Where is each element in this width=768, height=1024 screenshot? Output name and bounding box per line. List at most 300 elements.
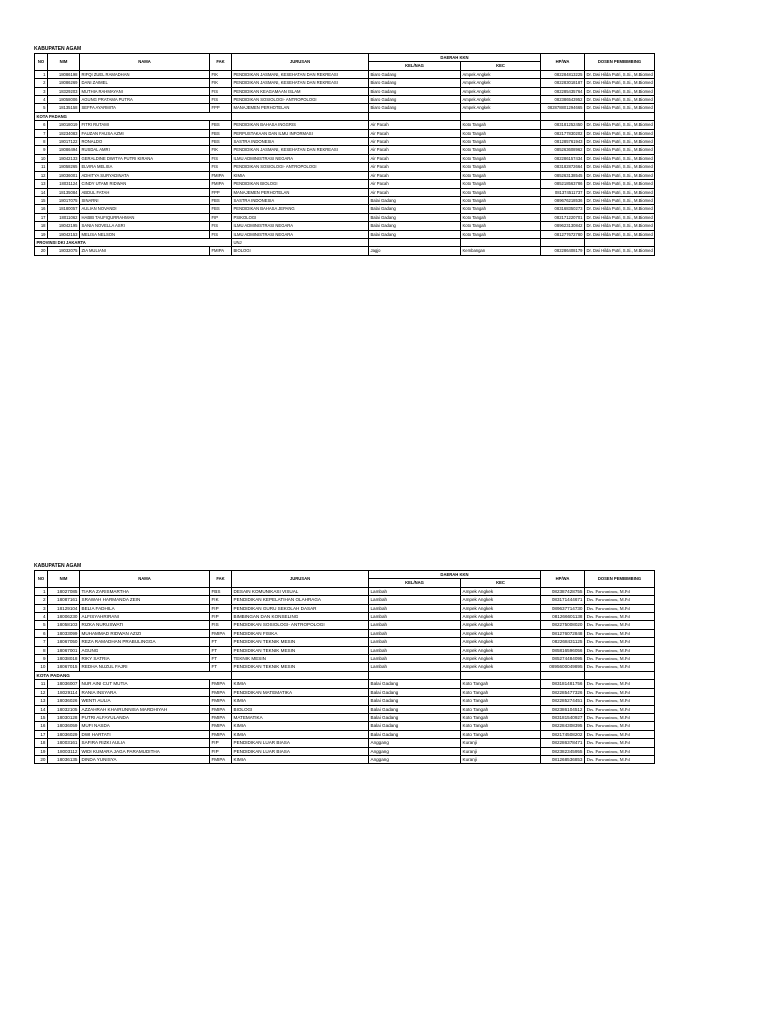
cell-no: 3: [35, 87, 48, 95]
cell-jurusan: PENDIDIKAN JASMANI, KESEHATAN DAN REKREASI: [232, 146, 369, 154]
cell-jurusan: KIMIA: [232, 755, 369, 763]
empty-cell: [541, 671, 585, 679]
cell-no: 20: [35, 247, 48, 255]
cell-kel: Balai Gadang: [369, 730, 461, 738]
table-row: [35, 629, 655, 637]
cell-nama: MUHAMMAD RIDWAN AZIZI: [80, 629, 210, 637]
cell-hp: 081374511737: [541, 188, 585, 196]
cell-dosen: Dr. Dwi Hilda Putri, S.Si., M.Biomed: [586, 164, 653, 170]
cell-no: 9: [35, 146, 48, 154]
cell-nim: 18086494: [48, 146, 80, 154]
cell-jurusan: PENDIDIKAN TEKNIK MESIN: [232, 646, 369, 654]
cell-hp: 082177830202: [541, 129, 585, 137]
cell-nim: 18058265: [48, 163, 80, 171]
cell-hp: 082386543952: [541, 96, 585, 104]
cell-nim: 18032105: [48, 705, 80, 713]
cell-dosen: Dr. Dwi Hilda Putri, S.Si., M.Biomed: [586, 231, 653, 237]
cell-nama: RUSDAL AMRI: [80, 146, 210, 154]
table-row: [35, 755, 655, 763]
cell-jurusan: SASTRA INDONESIA: [232, 196, 369, 204]
cell-hp: 083181540927: [541, 713, 585, 721]
cell-kel: Air Pacah: [369, 163, 461, 171]
cell-hp: 082174508202: [541, 730, 585, 738]
cell-kec: Ampek Angkek: [461, 663, 541, 671]
table-row: [35, 638, 655, 646]
header-dosen: DOSEN PEMBIMBING: [585, 54, 655, 71]
cell-nim: 18135084: [48, 188, 80, 196]
cell-no: 5: [35, 104, 48, 112]
cell-jurusan: PENDIDIKAN SOSIOLOGI- ANTROPOLOGI: [232, 621, 369, 629]
cell-dosen: Dr. Dwi Hilda Putri, S.Si., M.Biomed: [586, 248, 653, 254]
cell-dosen: Dr. Dwi Hilda Putri, S.Si., M.Biomed: [586, 147, 653, 153]
cell-dosen: Dr. Dwi Hilda Putri, S.Si., M.Biomed: [586, 181, 653, 187]
cell-fak: FPP: [210, 104, 232, 112]
cell-fak: FIS: [210, 87, 232, 95]
table-row: [35, 604, 655, 612]
cell-kel: Biaro Gadang: [369, 104, 461, 112]
cell-hp: 082268431125: [541, 638, 585, 646]
cell-kel: Air Pacah: [369, 138, 461, 146]
cell-hp: 0895600049895: [541, 663, 585, 671]
empty-cell: [585, 238, 655, 246]
cell-nama: RANIA INSYARA: [80, 688, 210, 696]
cell-fak: FIK: [210, 79, 232, 87]
cell-kec: Koto Tangah: [461, 163, 541, 171]
table-row: [35, 70, 655, 78]
header-hp: HP/WA: [541, 54, 585, 71]
cell-no: 14: [35, 188, 48, 196]
cell-nama: RIKY SATRIA: [80, 655, 210, 663]
cell-no: 6: [35, 629, 48, 637]
cell-dosen: Drs. Parwaninou, M.Pd: [585, 747, 655, 755]
cell-nim: 18042133: [48, 154, 80, 162]
cell-kel: Lambah: [369, 596, 461, 604]
table-row: [35, 247, 655, 255]
cell-kel: Biaro Gadang: [369, 96, 461, 104]
cell-hp: 085274484095: [541, 655, 585, 663]
student-table-2: [34, 570, 655, 764]
cell-nim: 18036026: [48, 697, 80, 705]
table-row: [35, 104, 655, 112]
cell-dosen: Drs. Parwaninou, M.Pd: [585, 638, 655, 646]
cell-dosen: Drs. Parwaninou, M.Pd: [585, 655, 655, 663]
region-label: KOTA PADANG: [35, 112, 232, 120]
cell-hp: 081285761943: [541, 138, 585, 146]
cell-no: 16: [35, 722, 48, 730]
cell-no: 17: [35, 213, 48, 221]
cell-fak: FIS: [210, 230, 232, 238]
cell-kel: Lambah: [369, 663, 461, 671]
cell-fak: FMIPA: [210, 730, 232, 738]
header-jurusan: JURUSAN: [232, 571, 369, 588]
student-table-1: [34, 53, 655, 256]
cell-fak: FT: [210, 655, 232, 663]
header-daerah: DAERAH KKN: [369, 571, 541, 579]
cell-nama: DINDA YUNISYA: [80, 755, 210, 763]
table-row: [35, 655, 655, 663]
cell-kec: Koto Tangah: [461, 697, 541, 705]
cell-no: 18: [35, 739, 48, 747]
table-body-2: [35, 587, 655, 764]
cell-nim: 18036059: [48, 722, 80, 730]
cell-jurusan: ILMU ADMINISTRASI NEGARA: [232, 222, 369, 230]
table-row: [35, 180, 655, 188]
cell-nama: REDHA NUZUL FAJRI: [80, 663, 210, 671]
table-row: [35, 96, 655, 104]
cell-dosen: Drs. Parwaninou, M.Pd: [585, 604, 655, 612]
cell-fak: FT: [210, 646, 232, 654]
header-hp: HP/WA: [541, 571, 585, 588]
cell-dosen: Dr. Dwi Hilda Putri, S.Si., M.Biomed: [586, 105, 653, 111]
cell-kec: Koto Tangah: [461, 730, 541, 738]
cell-fak: FIP: [210, 213, 232, 221]
cell-fak: FBS: [210, 587, 232, 595]
table-row: [35, 646, 655, 654]
cell-nim: 18036135: [48, 755, 80, 763]
header-fak: FAK: [210, 54, 232, 71]
empty-cell: [461, 671, 541, 679]
region-label: KOTA PADANG: [35, 671, 232, 679]
cell-nama: SANIA NOVELLA ASRI: [80, 222, 210, 230]
cell-kel: Anggang: [369, 739, 461, 747]
cell-kel: Balai Gadang: [369, 196, 461, 204]
cell-no: 5: [35, 621, 48, 629]
cell-nim: 18234083: [48, 129, 80, 137]
header-kel: KEL/NAG: [369, 62, 461, 70]
cell-nim: 18032075: [48, 247, 80, 255]
table-row: [35, 121, 655, 129]
cell-kel: Lambah: [369, 638, 461, 646]
table-row: [35, 79, 655, 87]
cell-no: 4: [35, 96, 48, 104]
cell-hp: 081266601138: [541, 613, 585, 621]
table-row: [35, 613, 655, 621]
cell-kec: Ampek Angkek: [461, 655, 541, 663]
cell-fak: FBS: [210, 196, 232, 204]
cell-dosen: Dr. Dwi Hilda Putri, S.Si., M.Biomed: [586, 80, 653, 86]
cell-nim: 18129104: [48, 604, 80, 612]
cell-dosen: Drs. Parwaninou, M.Pd: [585, 705, 655, 713]
empty-cell: [369, 112, 461, 120]
cell-nama: MELISA NELSON: [80, 230, 210, 238]
cell-hp: 082285274451: [541, 697, 585, 705]
cell-fak: FBS: [210, 138, 232, 146]
cell-fak: FBS: [210, 129, 232, 137]
header-jurusan: JURUSAN: [232, 54, 369, 71]
cell-jurusan: PENDIDIKAN BIOLOGI: [232, 180, 369, 188]
cell-jurusan: PENDIDIKAN MATEMATIKA: [232, 688, 369, 696]
cell-no: 2: [35, 596, 48, 604]
cell-kec: Kuranji: [461, 755, 541, 763]
region-title: KABUPATEN AGAM: [34, 563, 82, 569]
table-row: [35, 663, 655, 671]
table-row: [35, 596, 655, 604]
cell-fak: FMIPA: [210, 247, 232, 255]
cell-jurusan: PENDIDIKAN JASMANI, KESEHATAN DAN REKREASI: [232, 70, 369, 78]
cell-dosen: Drs. Parwaninou, M.Pd: [585, 621, 655, 629]
cell-hp: 085218563786: [541, 180, 585, 188]
cell-jurusan: PENDIDIKAN GURU SEKOLAH DASAR: [232, 604, 369, 612]
cell-dosen: Drs. Parwaninou, M.Pd: [585, 629, 655, 637]
cell-kec: Koto Tangah: [461, 205, 541, 213]
cell-nim: 18029114: [48, 688, 80, 696]
header-nama: NAMA: [80, 571, 210, 588]
cell-nama: AGUNG PRATAMA PUTRA: [80, 96, 210, 104]
cell-dosen: Dr. Dwi Hilda Putri, S.Si., M.Biomed: [586, 88, 653, 94]
cell-fak: FIS: [210, 222, 232, 230]
cell-kec: Ampek Angkek: [461, 646, 541, 654]
cell-nim: 18067050: [48, 638, 80, 646]
cell-kel: Balai Gadang: [369, 222, 461, 230]
cell-nama: MUFI NASDA: [80, 722, 210, 730]
header-nim: NIM: [48, 571, 80, 588]
cell-hp: 089623130842: [541, 222, 585, 230]
cell-no: 7: [35, 638, 48, 646]
table-row: [35, 188, 655, 196]
cell-nim: 18067001: [48, 646, 80, 654]
cell-dosen: Dr. Dwi Hilda Putri, S.Si., M.Biomed: [586, 122, 653, 128]
cell-jurusan: KIMIA: [232, 722, 369, 730]
cell-kel: Lambah: [369, 621, 461, 629]
cell-dosen: Drs. Parwaninou, M.Pd: [585, 596, 655, 604]
cell-no: 6: [35, 121, 48, 129]
cell-fak: FPP: [210, 188, 232, 196]
cell-nama: MUTHIA RAHMAYANI: [80, 87, 210, 95]
cell-no: 16: [35, 205, 48, 213]
cell-dosen: Dr. Dwi Hilda Putri, S.Si., M.Biomed: [586, 97, 653, 103]
cell-hp: 082171220701: [541, 213, 585, 221]
cell-hp: 085263608962: [541, 146, 585, 154]
cell-kel: Biaro Gadang: [369, 79, 461, 87]
cell-hp: 085263138545: [541, 171, 585, 179]
cell-kel: Lambah: [369, 629, 461, 637]
cell-nim: 18036007: [48, 680, 80, 688]
cell-nama: AULIAN NOVANDI: [80, 205, 210, 213]
cell-dosen: Drs. Parwaninou, M.Pd: [585, 613, 655, 621]
table-row: [35, 171, 655, 179]
cell-jurusan: KIMIA: [232, 697, 369, 705]
cell-no: 8: [35, 138, 48, 146]
cell-hp: 082285435764: [541, 87, 585, 95]
cell-jurusan: PENDIDIKAN BAHASA INGGRIS: [232, 121, 369, 129]
cell-hp: 083171444671: [541, 596, 585, 604]
cell-jurusan: [232, 112, 369, 120]
cell-no: 10: [35, 154, 48, 162]
cell-dosen: Dr. Dwi Hilda Putri, S.Si., M.Biomed: [586, 139, 653, 145]
cell-hp: 082286378471: [541, 739, 585, 747]
cell-hp: 089676218536: [541, 196, 585, 204]
cell-nama: AGUNG: [80, 646, 210, 654]
table-row: [35, 222, 655, 230]
cell-hp: 082284813225: [541, 70, 585, 78]
cell-nim: 18017075: [48, 196, 80, 204]
cell-hp: 082285477326: [541, 688, 585, 696]
header-no: NO: [35, 54, 48, 71]
cell-jurusan: UNJ: [232, 238, 369, 246]
header-nim: NIM: [48, 54, 80, 71]
cell-nama: DWI HARTATI: [80, 730, 210, 738]
cell-fak: FIP: [210, 739, 232, 747]
region-row: [35, 671, 655, 679]
cell-fak: FMIPA: [210, 697, 232, 705]
table-row: [35, 705, 655, 713]
cell-hp: 085816596056: [541, 646, 585, 654]
header-no: NO: [35, 571, 48, 588]
region-label: PROVINSI DKI JAKARTA: [35, 238, 232, 246]
cell-kec: Ampek Angkek: [461, 638, 541, 646]
cell-hp: 082382345955: [541, 747, 585, 755]
cell-kel: Air Pacah: [369, 129, 461, 137]
table-row: [35, 230, 655, 238]
cell-nama: PUTRI ALFAYULANDA: [80, 713, 210, 721]
cell-no: 1: [35, 587, 48, 595]
cell-kel: Balai Gadang: [369, 705, 461, 713]
cell-nim: 18086269: [48, 79, 80, 87]
cell-jurusan: PENDIDIKAN KEPELATIHAN OLAHRAGA: [232, 596, 369, 604]
table-row: [35, 129, 655, 137]
cell-kel: Balai Gadang: [369, 713, 461, 721]
cell-dosen: Drs. Parwaninou, M.Pd: [585, 739, 655, 747]
cell-jurusan: KIMIA: [232, 171, 369, 179]
cell-nama: AZZAHRAH KHAIRUNNISA MARDHIYAH: [80, 705, 210, 713]
cell-kec: Kuranji: [461, 747, 541, 755]
cell-nim: 18018019: [48, 121, 80, 129]
cell-dosen: Drs. Parwaninou, M.Pd: [585, 663, 655, 671]
cell-dosen: Drs. Parwaninou, M.Pd: [585, 680, 655, 688]
cell-dosen: Dr. Dwi Hilda Putri, S.Si., M.Biomed: [586, 71, 653, 77]
cell-no: 7: [35, 129, 48, 137]
table-row: [35, 697, 655, 705]
cell-nama: ADHITYA SURYADINATA: [80, 171, 210, 179]
cell-kec: Koto Tangah: [461, 154, 541, 162]
cell-fak: FIP: [210, 604, 232, 612]
region-row: [35, 112, 655, 120]
cell-hp: 081276072848: [541, 629, 585, 637]
cell-nim: 18017122: [48, 138, 80, 146]
empty-cell: [541, 112, 585, 120]
empty-cell: [461, 238, 541, 246]
cell-nim: 18036001: [48, 171, 80, 179]
cell-jurusan: BIOLOGI: [232, 705, 369, 713]
cell-fak: FMIPA: [210, 722, 232, 730]
cell-nim: 18027085: [48, 587, 80, 595]
cell-no: 17: [35, 730, 48, 738]
cell-nama: DANI ZAIMEL: [80, 79, 210, 87]
cell-no: 3: [35, 604, 48, 612]
table-row: [35, 722, 655, 730]
cell-fak: FMIPA: [210, 755, 232, 763]
cell-nim: 18067015: [48, 663, 80, 671]
cell-nama: TIARA ZARISMARTHA: [80, 587, 210, 595]
cell-no: 2: [35, 79, 48, 87]
cell-nama: ALFISYAHRIRANI: [80, 613, 210, 621]
cell-dosen: Dr. Dwi Hilda Putri, S.Si., M.Biomed: [586, 189, 653, 195]
cell-fak: FMIPA: [210, 713, 232, 721]
empty-cell: [585, 112, 655, 120]
table-block-1: [34, 45, 654, 256]
cell-fak: FIP: [210, 613, 232, 621]
cell-nim: 18030128: [48, 713, 80, 721]
cell-kec: Koto Tangah: [461, 230, 541, 238]
cell-dosen: Drs. Parwaninou, M.Pd: [585, 688, 655, 696]
table-row: [35, 154, 655, 162]
cell-kel: Air Pacah: [369, 121, 461, 129]
cell-kec: Koto Tangah: [461, 121, 541, 129]
cell-nama: RIFQI ZUEL RAMADHAN: [80, 70, 210, 78]
cell-kel: Anggang: [369, 755, 461, 763]
cell-kec: Koto Tangah: [461, 188, 541, 196]
cell-nim: 18329203: [48, 87, 80, 95]
cell-nama: WIDI KUMARA JAGA PARAMUDITHA: [80, 747, 210, 755]
cell-nim: 18086198: [48, 70, 80, 78]
cell-kec: Ampek Angkek: [461, 104, 541, 112]
cell-kel: Balai Gadang: [369, 688, 461, 696]
cell-kec: Koto Tangah: [461, 705, 541, 713]
cell-fak: FBS: [210, 205, 232, 213]
cell-kel: Lambah: [369, 655, 461, 663]
cell-no: 15: [35, 196, 48, 204]
cell-nim: 18006230: [48, 613, 80, 621]
cell-no: 18: [35, 222, 48, 230]
cell-nim: 18033099: [48, 629, 80, 637]
cell-kel: Balai Gadang: [369, 230, 461, 238]
header-kel: KEL/NAG: [369, 579, 461, 587]
table-row: [35, 713, 655, 721]
cell-kec: Koto Tangah: [461, 180, 541, 188]
cell-fak: FMIPA: [210, 171, 232, 179]
cell-kec: Ampek Angkek: [461, 87, 541, 95]
cell-fak: FMIPA: [210, 680, 232, 688]
cell-kec: Ampek Angkek: [461, 621, 541, 629]
cell-nim: 18003161: [48, 739, 80, 747]
cell-nama: REZA RAMADHAN PRABULINGGA: [80, 638, 210, 646]
header-nama: NAMA: [80, 54, 210, 71]
cell-jurusan: PENDIDIKAN LUAR BIASA: [232, 747, 369, 755]
cell-dosen: Drs. Parwaninou, M.Pd: [585, 722, 655, 730]
cell-jurusan: ILMU ADMINISTRASI NEGARA: [232, 154, 369, 162]
cell-kec: Kembangan: [461, 247, 541, 255]
cell-nama: SAFIRA RIZKI AULIA: [80, 739, 210, 747]
cell-kec: Koto Tangah: [461, 129, 541, 137]
empty-cell: [461, 112, 541, 120]
cell-fak: FIP: [210, 747, 232, 755]
cell-nama: ELVIRA MELISA: [80, 163, 210, 171]
cell-hp: 083181252450: [541, 121, 585, 129]
cell-jurusan: [232, 671, 369, 679]
cell-kec: Ampek Angkek: [461, 96, 541, 104]
cell-kel: Lambah: [369, 613, 461, 621]
region-row: [35, 238, 655, 246]
cell-no: 14: [35, 705, 48, 713]
cell-jurusan: PSIKOLOGI: [232, 213, 369, 221]
cell-kec: Koto Tangah: [461, 688, 541, 696]
cell-jurusan: SASTRA INDONESIA: [232, 138, 369, 146]
cell-kec: Ampek Angkek: [461, 604, 541, 612]
cell-jurusan: BIOLOGI: [232, 247, 369, 255]
cell-kel: Jagjo: [369, 247, 461, 255]
cell-kec: Ampek Angkek: [461, 79, 541, 87]
table-row: [35, 730, 655, 738]
cell-no: 20: [35, 755, 48, 763]
region-title: KABUPATEN AGAM: [34, 46, 82, 52]
cell-jurusan: DESAIN KOMUNIKASI VISUAL: [232, 587, 369, 595]
cell-nim: 18058006: [48, 96, 80, 104]
empty-cell: [541, 238, 585, 246]
cell-kel: Air Pacah: [369, 180, 461, 188]
cell-hp: 083182872664: [541, 163, 585, 171]
table-row: [35, 680, 655, 688]
cell-fak: FIK: [210, 596, 232, 604]
